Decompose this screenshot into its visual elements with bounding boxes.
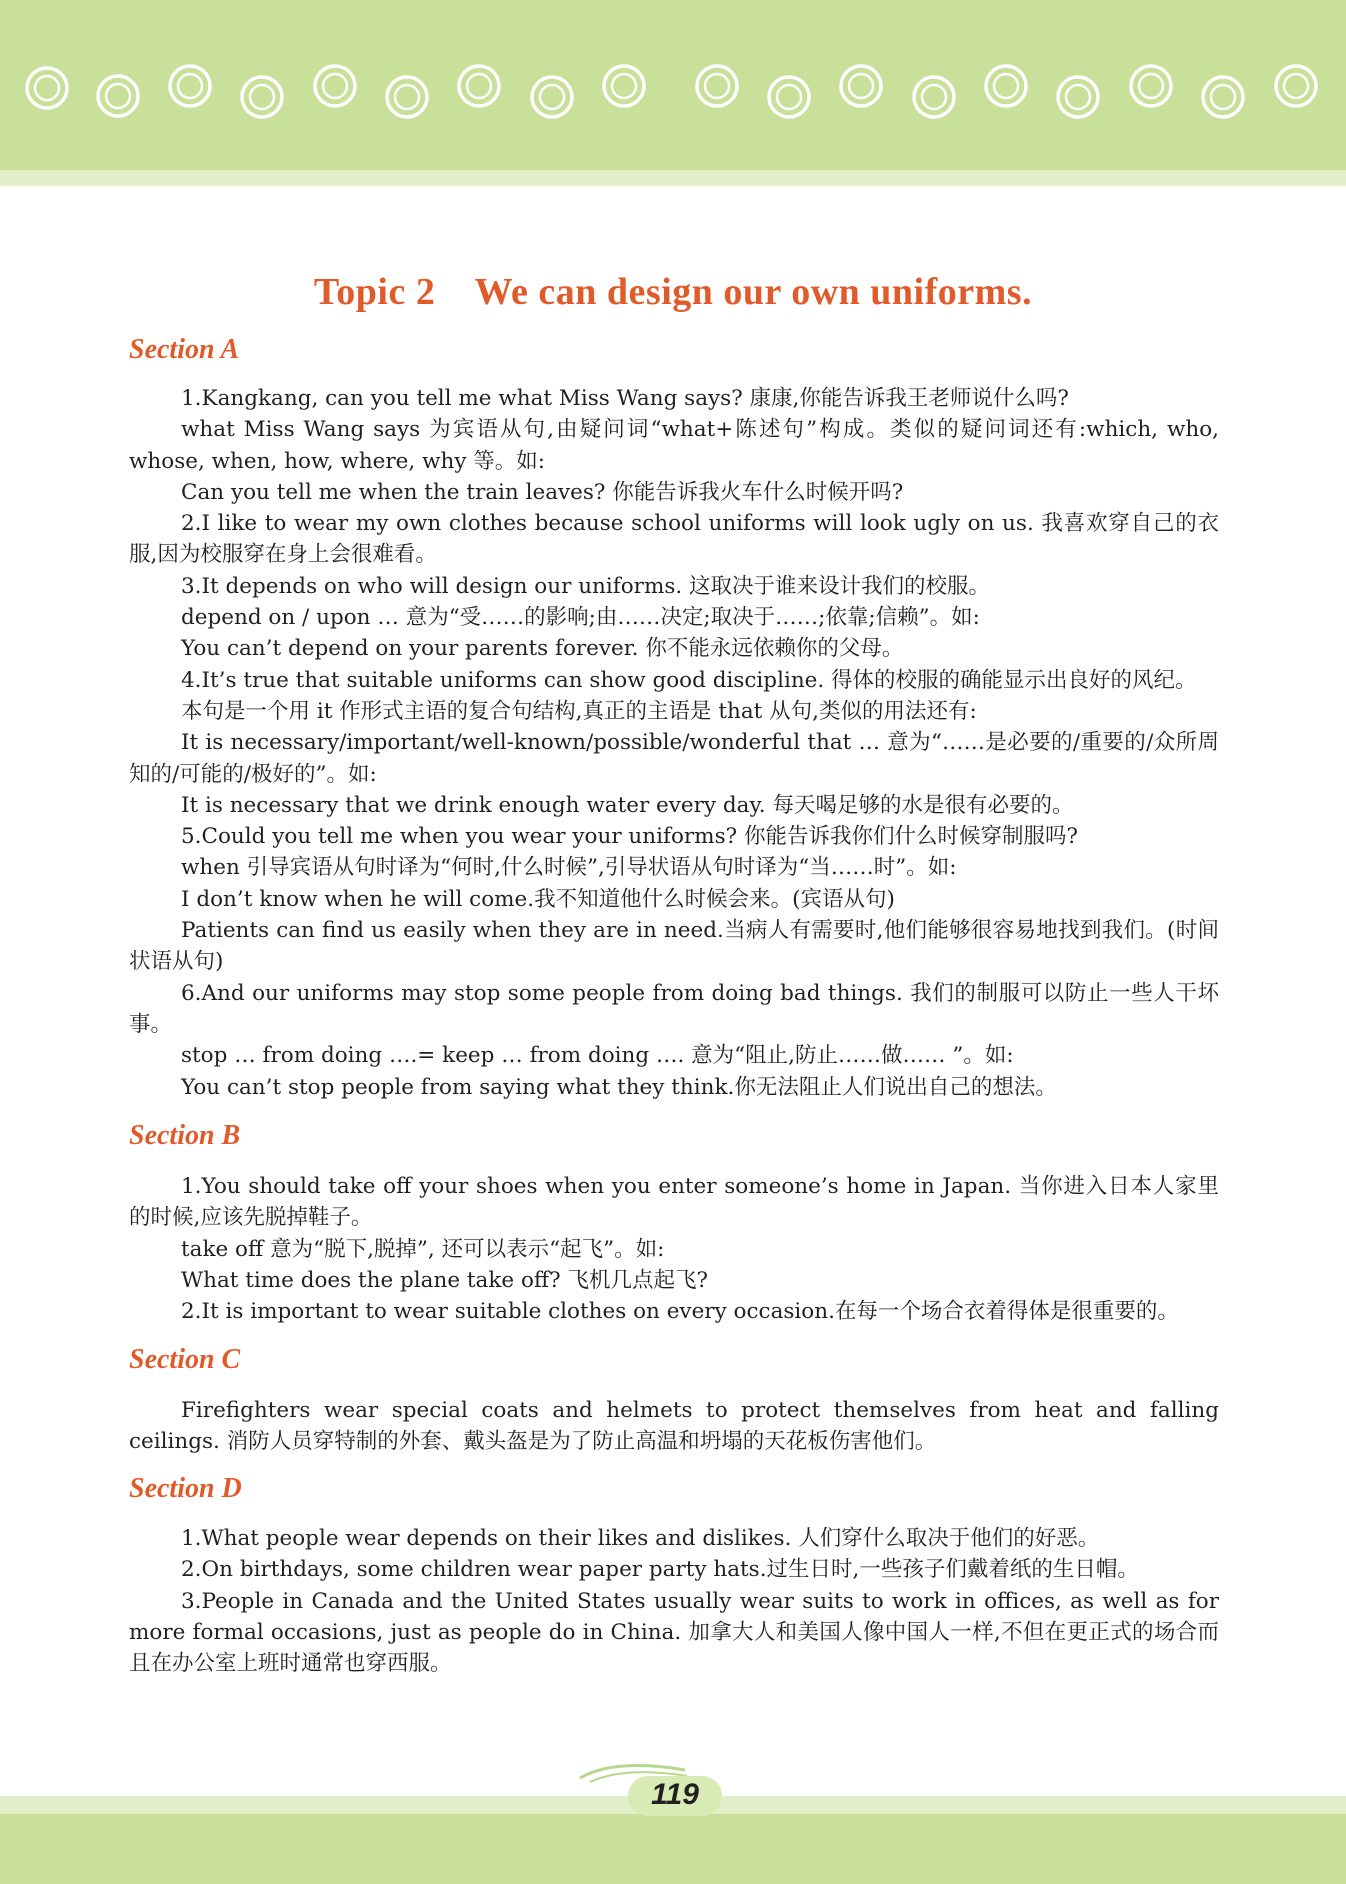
paragraph: 2.On birthdays, some children wear paper party hats.过生日时,一些孩子们戴着纸的生日帽。 (181, 1557, 1139, 1583)
paragraph: Firefighters wear special coats and helmets to protect themselves from heat and falling ceilings. 消防人员穿特制的外套、戴头盔是为了防止高温和坍塌的天花板伤害他们。 (129, 1398, 1219, 1455)
section-a-body (129, 383, 1219, 1103)
header-stripe (0, 170, 1346, 186)
ring-icon (532, 77, 572, 117)
paragraph: 5.Could you tell me when you wear your uniforms? 你能告诉我你们什么时候穿制服吗? (181, 824, 1078, 850)
ring-icon (315, 66, 355, 106)
section-d-body (129, 1523, 1219, 1679)
paragraph: take off 意为“脱下,脱掉”, 还可以表示“起飞”。如: (181, 1236, 665, 1262)
paragraph: What time does the plane take off? 飞机几点起飞? (181, 1267, 709, 1293)
ring-icon (769, 77, 809, 117)
ring-icon (459, 66, 499, 106)
page-number: 119 (651, 1778, 699, 1811)
ring-icon (697, 66, 737, 106)
ring-icon (1058, 77, 1098, 117)
page-title: Topic 2 We can design our own uniforms. (313, 271, 1033, 313)
paragraph: 1.Kangkang, can you tell me what Miss Wang says? 康康,你能告诉我王老师说什么吗? (181, 386, 1069, 411)
paragraph: You can’t depend on your parents forever. 你不能永远依赖你的父母。 (181, 636, 904, 662)
paragraph: 1.What people wear depends on their likes and dislikes. 人们穿什么取决于他们的好恶。 (181, 1526, 1100, 1551)
paragraph: 2.I like to wear my own clothes because school uniforms will look ugly on us. 我喜欢穿自己的衣服,因为校服穿在身上会很难看。 (129, 511, 1219, 568)
paragraph: It is necessary/important/well-known/possible/wonderful that … 意为“……是必要的/重要的/众所周知的/可能的/极好的”。如: (129, 730, 1219, 787)
section-heading: Section A (129, 334, 240, 365)
ring-icon (242, 77, 282, 117)
ring-icon (604, 66, 644, 106)
ring-icon (27, 68, 67, 108)
ring-icon (986, 66, 1026, 106)
paragraph: when 引导宾语从句时译为“何时,什么时候”,引导状语从句时译为“当……时”。如: (181, 855, 957, 881)
paragraph: 本句是一个用 it 作形式主语的复合句结构,真正的主语是 that 从句,类似的用法还有: (181, 698, 977, 724)
paragraph: what Miss Wang says 为宾语从句,由疑问词“what+陈述句”构成。类似的疑问词还有:which, who, whose, when, how, where, why 等。如: (129, 417, 1219, 474)
section-c-body (129, 1395, 1219, 1458)
ring-icon (1276, 66, 1316, 106)
paragraph: 3.People in Canada and the United States usually wear suits to work in offices, as well as for more formal occasions, just as people do in China. 加拿大人和美国人像中国人一样,不但在更正式的场合而且在办公室上班时通常也穿西服。 (129, 1588, 1219, 1677)
ring-icon (914, 77, 954, 117)
footer-band (0, 1814, 1346, 1884)
paragraph: 1.You should take off your shoes when you enter someone’s home in Japan. 当你进入日本人家里的时候,应该先脱掉鞋子。 (129, 1174, 1219, 1231)
paragraph: 6.And our uniforms may stop some people from doing bad things. 我们的制服可以防止一些人干坏事。 (129, 980, 1219, 1037)
ring-icon (387, 77, 427, 117)
paragraph: 3.It depends on who will design our uniforms. 这取决于谁来设计我们的校服。 (181, 573, 991, 599)
paragraph: Patients can find us easily when they are in need.当病人有需要时,他们能够很容易地找到我们。(时间状语从句) (129, 918, 1219, 975)
paragraph: You can’t stop people from saying what they think.你无法阻止人们说出自己的想法。 (181, 1074, 1057, 1100)
ring-icon (1131, 66, 1171, 106)
ring-icon (98, 76, 138, 116)
paragraph: 2.It is important to wear suitable clothes on every occasion.在每一个场合衣着得体是很重要的。 (181, 1299, 1179, 1325)
paragraph: It is necessary that we drink enough water every day. 每天喝足够的水是很有必要的。 (181, 792, 1074, 818)
ring-icon (1203, 77, 1243, 117)
section-heading: Section D (129, 1473, 242, 1504)
section-b-body (129, 1171, 1219, 1327)
decorative-rings (0, 0, 1346, 170)
section-heading: Section C (129, 1344, 241, 1375)
ring-icon (170, 66, 210, 106)
section-heading: Section B (129, 1120, 241, 1151)
paragraph: 4.It’s true that suitable uniforms can show good discipline. 得体的校服的确能显示出良好的风纪。 (181, 667, 1197, 693)
ring-icon (841, 66, 881, 106)
paragraph: stop … from doing ….= keep … from doing …. 意为“阻止,防止……做…… ”。如: (181, 1043, 1014, 1069)
paragraph: depend on / upon … 意为“受……的影响;由……决定;取决于……;依靠;信赖”。如: (181, 605, 980, 631)
paragraph: I don’t know when he will come.我不知道他什么时候会来。(宾语从句) (181, 886, 895, 912)
paragraph: Can you tell me when the train leaves? 你能告诉我火车什么时候开吗? (181, 479, 904, 505)
